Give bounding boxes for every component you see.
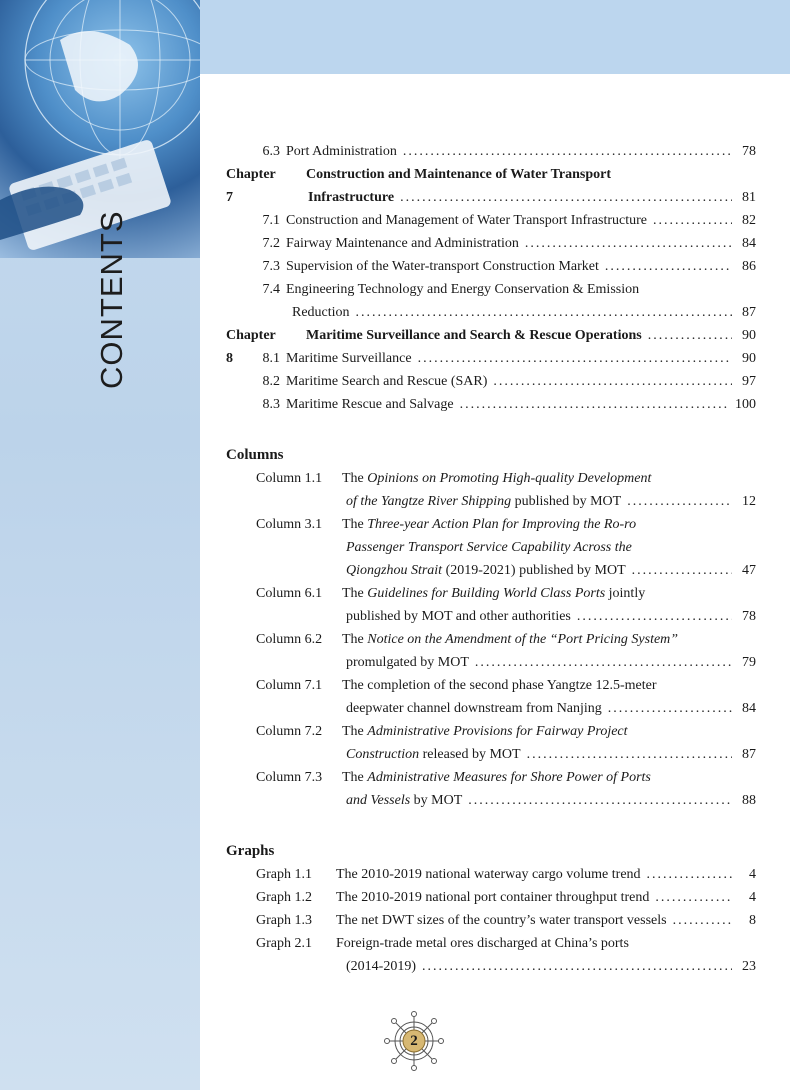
graph-entry-cont[interactable]: (2014-2019) ..... 23 xyxy=(226,955,756,978)
column-entry-cont[interactable]: Qiongzhou Strait (2019-2021) published by MOT ..... 47 xyxy=(226,559,756,582)
column-entry-cont[interactable]: Construction released by MOT ..... 87 xyxy=(226,743,756,766)
columns-heading: Columns xyxy=(226,447,284,463)
graph-entry[interactable]: Graph 2.1 Foreign-trade metal ores discharged at China’s ports xyxy=(256,936,629,951)
header-band xyxy=(200,0,790,74)
graph-entry[interactable]: Graph 1.3 The net DWT sizes of the country’s water transport vessels ..... 8 xyxy=(226,909,756,932)
toc-entry-cont[interactable]: Reduction ..... 87 xyxy=(226,301,756,324)
graph-entry[interactable]: Graph 1.2 The 2010-2019 national port container throughput trend ..... 4 xyxy=(226,886,756,909)
column-entry-cont[interactable]: and Vessels by MOT ..... 88 xyxy=(226,789,756,812)
toc-entry[interactable]: 7.2 Fairway Maintenance and Administration ..... 84 xyxy=(226,232,756,255)
page-number: 2 xyxy=(410,1032,418,1049)
toc-entry[interactable]: 7.1 Construction and Management of Water Transport Infrastructure ..... 82 xyxy=(226,209,756,232)
column-entry-cont[interactable]: promulgated by MOT ..... 79 xyxy=(226,651,756,674)
toc-entry[interactable]: 6.3 Port Administration ..... 78 xyxy=(226,140,756,163)
column-entry[interactable]: Column 7.1 The completion of the second phase Yangtze 12.5-meter xyxy=(256,678,657,693)
column-entry-cont[interactable]: Passenger Transport Service Capability Across the xyxy=(346,540,632,555)
column-entry[interactable]: Column 7.2 The Administrative Provisions for Fairway Project xyxy=(256,724,628,739)
toc-entry[interactable]: 8.2 Maritime Search and Rescue (SAR) ..... 97 xyxy=(226,370,756,393)
column-entry-cont[interactable]: published by MOT and other authorities ..... 78 xyxy=(226,605,756,628)
graphs-heading: Graphs xyxy=(226,843,275,859)
column-entry[interactable]: Column 1.1 The Opinions on Promoting High-quality Development xyxy=(256,471,652,486)
column-entry[interactable]: Column 6.2 The Notice on the Amendment of the “Port Pricing System” xyxy=(256,632,679,647)
toc-entry[interactable]: 8.3 Maritime Rescue and Salvage ..... 100 xyxy=(226,393,756,416)
toc-entry[interactable]: 7.4 Engineering Technology and Energy Conservation & Emission xyxy=(262,282,640,297)
page-number-emblem xyxy=(383,1010,445,1072)
column-entry-cont[interactable]: deepwater channel downstream from Nanjing ..... 84 xyxy=(226,697,756,720)
contents-title: CONTENTS xyxy=(94,210,129,390)
chapter-heading-cont[interactable]: Infrastructure ..... 81 xyxy=(226,186,756,209)
chapter-heading[interactable]: Chapter 8 Maritime Surveillance and Search & Rescue Operations ..... 90 xyxy=(226,324,756,347)
toc-entry[interactable]: 7.3 Supervision of the Water-transport Construction Market ..... 86 xyxy=(226,255,756,278)
graph-entry[interactable]: Graph 1.1 The 2010-2019 national waterway cargo volume trend ..... 4 xyxy=(226,863,756,886)
column-entry[interactable]: Column 3.1 The Three-year Action Plan for Improving the Ro-ro xyxy=(256,517,637,532)
column-entry-cont[interactable]: of the Yangtze River Shipping published by MOT ..... 12 xyxy=(226,490,756,513)
column-entry[interactable]: Column 7.3 The Administrative Measures for Shore Power of Ports xyxy=(256,770,651,785)
table-of-contents xyxy=(226,140,756,978)
chapter-heading[interactable]: Chapter 7 Construction and Maintenance of Water Transport xyxy=(226,167,612,205)
toc-entry[interactable]: 8.1 Maritime Surveillance ..... 90 xyxy=(226,347,756,370)
sidebar-decoration xyxy=(0,0,200,1090)
column-entry[interactable]: Column 6.1 The Guidelines for Building World Class Ports jointly xyxy=(256,586,646,601)
